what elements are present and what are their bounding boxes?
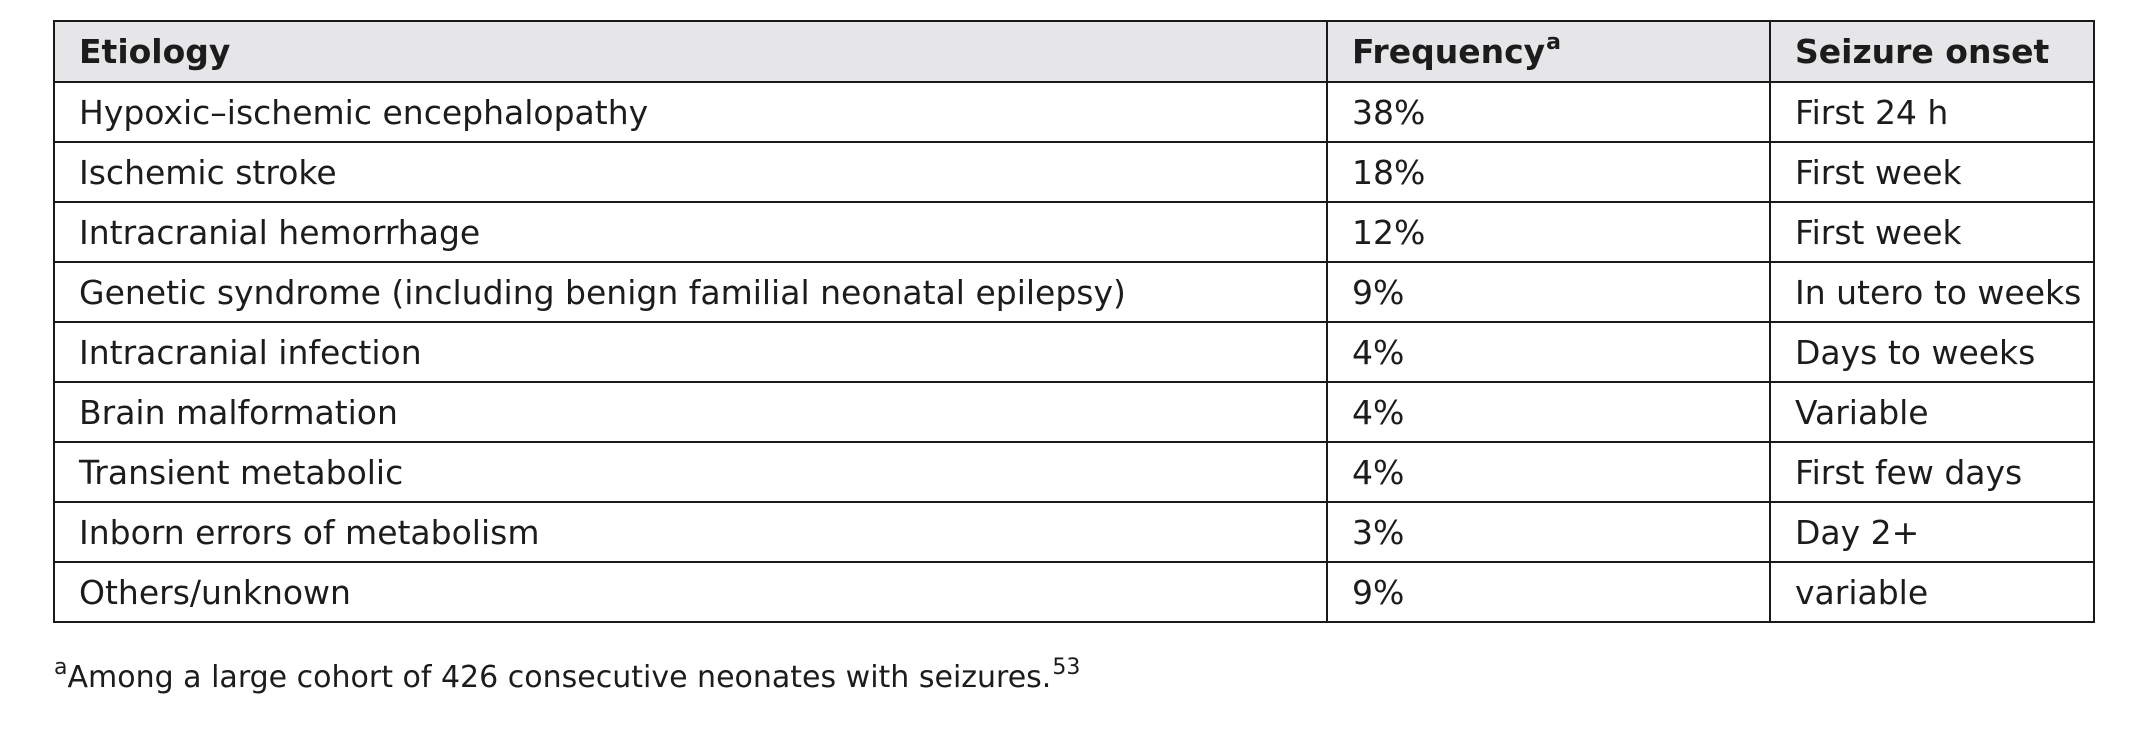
table-row xyxy=(54,322,2094,382)
frequency-cell: 18% xyxy=(1327,142,1770,202)
frequency-cell: 3% xyxy=(1327,502,1770,562)
table-row xyxy=(54,262,2094,322)
onset-cell: Days to weeks xyxy=(1770,322,2094,382)
etiology-cell: Inborn errors of metabolism xyxy=(54,502,1327,562)
footnote-marker: a xyxy=(54,655,68,680)
table-row xyxy=(54,142,2094,202)
header-seizure-onset: Seizure onset xyxy=(1770,21,2094,82)
etiology-cell: Ischemic stroke xyxy=(54,142,1327,202)
frequency-cell: 4% xyxy=(1327,442,1770,502)
onset-cell: First week xyxy=(1770,142,2094,202)
table-body xyxy=(54,82,2094,622)
onset-cell: Variable xyxy=(1770,382,2094,442)
table-footnote xyxy=(53,655,1081,695)
table-row xyxy=(54,202,2094,262)
header-etiology: Etiology xyxy=(54,21,1327,82)
etiology-cell: Intracranial infection xyxy=(54,322,1327,382)
etiology-cell: Transient metabolic xyxy=(54,442,1327,502)
header-row xyxy=(54,21,2094,82)
table-row xyxy=(54,382,2094,442)
frequency-cell: 4% xyxy=(1327,382,1770,442)
etiology-table-container xyxy=(53,20,2093,623)
frequency-cell: 9% xyxy=(1327,262,1770,322)
etiology-cell: Hypoxic–ischemic encephalopathy xyxy=(54,82,1327,142)
onset-cell: Day 2+ xyxy=(1770,502,2094,562)
header-frequency-label: Frequency xyxy=(1352,32,1546,71)
table-header xyxy=(54,21,2094,82)
onset-cell: First few days xyxy=(1770,442,2094,502)
frequency-cell: 12% xyxy=(1327,202,1770,262)
onset-cell: First 24 h xyxy=(1770,82,2094,142)
etiology-cell: Intracranial hemorrhage xyxy=(54,202,1327,262)
footnote-reference: 53 xyxy=(1052,655,1081,680)
header-frequency xyxy=(1327,21,1770,82)
etiology-cell: Brain malformation xyxy=(54,382,1327,442)
table-row xyxy=(54,562,2094,622)
etiology-cell: Others/unknown xyxy=(54,562,1327,622)
table-row xyxy=(54,502,2094,562)
onset-cell: First week xyxy=(1770,202,2094,262)
footnote-text: Among a large cohort of 426 consecutive neonates with seizures. xyxy=(67,660,1052,695)
frequency-cell: 38% xyxy=(1327,82,1770,142)
onset-cell: variable xyxy=(1770,562,2094,622)
etiology-cell: Genetic syndrome (including benign familial neonatal epilepsy) xyxy=(54,262,1327,322)
header-frequency-footnote-marker: a xyxy=(1546,30,1562,55)
onset-cell: In utero to weeks xyxy=(1770,262,2094,322)
etiology-table xyxy=(53,20,2095,623)
frequency-cell: 4% xyxy=(1327,322,1770,382)
frequency-cell: 9% xyxy=(1327,562,1770,622)
table-row xyxy=(54,82,2094,142)
table-row xyxy=(54,442,2094,502)
